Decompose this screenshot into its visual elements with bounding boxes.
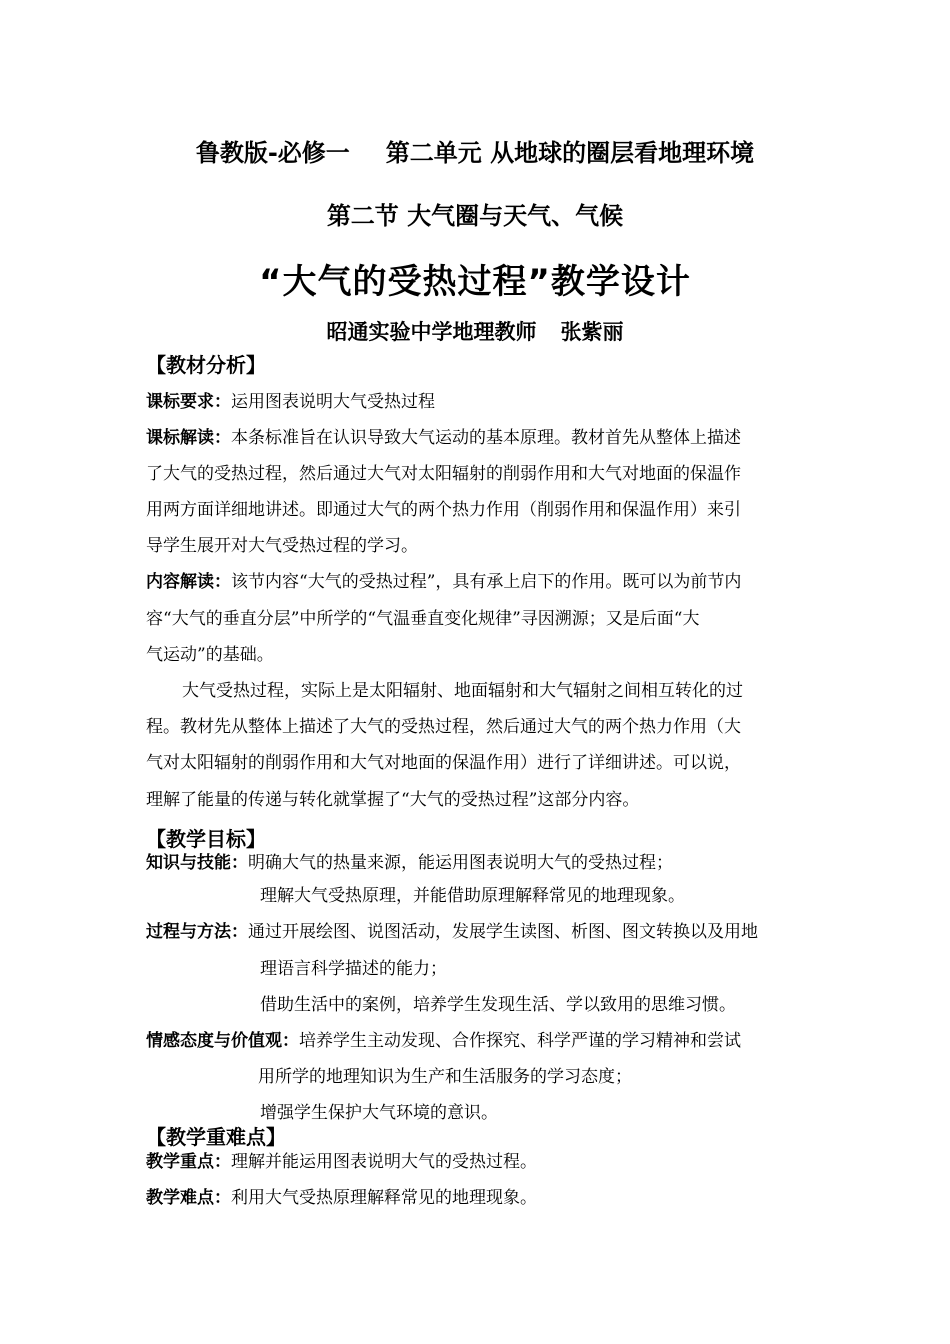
text-line: 容“大气的垂直分层”中所学的“气温垂直变化规律”寻因溯源；又是后面“大 (146, 609, 700, 629)
text-line: 用所学的地理知识为生产和生活服务的学习态度； (258, 1067, 632, 1087)
text-line: 程。教材先从整体上描述了大气的受热过程，然后通过大气的两个热力作用（大 (146, 717, 741, 737)
teaching-goals-heading: 【教学目标】 (146, 827, 266, 851)
text-line: 气对太阳辐射的削弱作用和大气对地面的保温作用）进行了详细讲述。可以说， (146, 753, 741, 773)
text-line: 增强学生保护大气环境的意识。 (260, 1103, 498, 1123)
text-line: 该节内容“大气的受热过程”，具有承上启下的作用。既可以为前节内 (231, 572, 742, 592)
author-org: 昭通实验中学地理教师 (326, 320, 537, 344)
process-methods-label: 过程与方法： (146, 922, 248, 942)
text-line: 了大气的受热过程，然后通过大气对太阳辐射的削弱作用和大气对地面的保温作 (146, 464, 741, 484)
curriculum-requirement-text: 运用图表说明大气受热过程 (231, 392, 435, 412)
course-unit-heading (0, 133, 950, 168)
curriculum-interpretation-line (146, 426, 816, 450)
text-line: 本条标准旨在认识导致大气运动的基本原理。教材首先从整体上描述 (231, 428, 741, 448)
emotion-values-line (146, 1029, 816, 1053)
process-methods-line (146, 920, 816, 944)
curriculum-requirement (146, 390, 816, 414)
author-name: 张紫丽 (560, 320, 624, 344)
teaching-difficulty-text: 利用大气受热原理解释常见的地理现象。 (231, 1188, 537, 1208)
unit-name: 第二单元 从地球的圈层看地理环境 (385, 139, 755, 167)
teaching-difficulty-line (146, 1186, 816, 1210)
knowledge-skills-label: 知识与技能： (146, 853, 248, 873)
textbook-analysis-heading: 【教材分析】 (146, 353, 266, 377)
text-line: 理解大气受热原理，并能借助原理解释常见的地理现象。 (260, 886, 685, 906)
curriculum-interpretation-label: 课标解读： (146, 428, 231, 448)
course-name: 鲁教版-必修一 (195, 139, 350, 167)
knowledge-skills-line (146, 851, 816, 875)
content-interpretation-label: 内容解读： (146, 572, 231, 592)
text-line: 用两方面详细地讲述。即通过大气的两个热力作用（削弱作用和保温作用）来引 (146, 500, 741, 520)
teaching-focus-text: 理解并能运用图表说明大气的受热过程。 (231, 1152, 537, 1172)
text-line: 大气受热过程，实际上是太阳辐射、地面辐射和大气辐射之间相互转化的过 (182, 681, 743, 701)
text-line: 借助生活中的案例，培养学生发现生活、学以致用的思维习惯。 (260, 995, 736, 1015)
author-line (0, 316, 950, 346)
teaching-focus-line (146, 1150, 816, 1174)
text-line: 明确大气的热量来源，能运用图表说明大气的受热过程； (248, 853, 673, 873)
section-heading: 第二节 大气圈与天气、气候 (326, 202, 624, 230)
text-line: 理语言科学描述的能力； (260, 959, 447, 979)
content-interpretation-line (146, 570, 816, 594)
key-difficult-points-heading: 【教学重难点】 (146, 1125, 286, 1149)
teaching-difficulty-label: 教学难点： (146, 1188, 231, 1208)
text-line: 培养学生主动发现、合作探究、科学严谨的学习精神和尝试 (299, 1031, 741, 1051)
document-title: “大气的受热过程”教学设计 (259, 262, 691, 302)
curriculum-requirement-label: 课标要求： (146, 392, 231, 412)
text-line: 导学生展开对大气受热过程的学习。 (146, 536, 418, 556)
text-line: 气运动”的基础。 (146, 645, 274, 665)
emotion-values-label: 情感态度与价值观： (146, 1031, 299, 1051)
teaching-focus-label: 教学重点： (146, 1152, 231, 1172)
text-line: 理解了能量的传递与转化就掌握了“大气的受热过程”这部分内容。 (146, 790, 640, 810)
text-line: 通过开展绘图、说图活动，发展学生读图、析图、图文转换以及用地 (248, 922, 758, 942)
